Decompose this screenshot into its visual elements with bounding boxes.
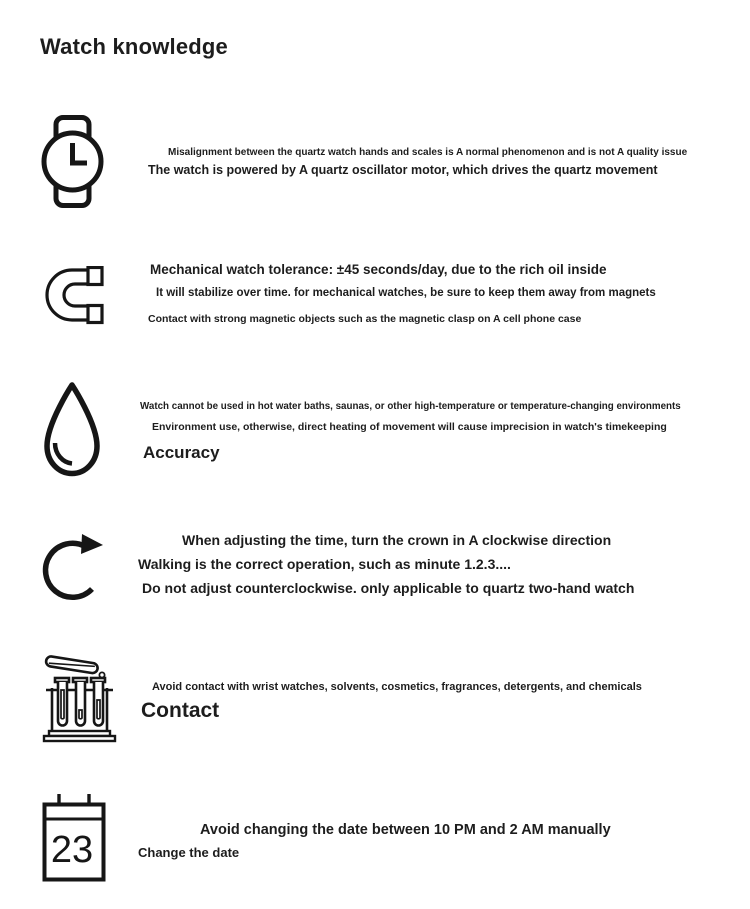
magnet-note-mid: It will stabilize over time. for mechanical watches, be sure to keep them away from magnets: [156, 287, 656, 299]
crown-note-2: Walking is the correct operation, such as minute 1.2.3....: [138, 556, 511, 572]
crown-note-1: When adjusting the time, turn the crown in A clockwise direction: [182, 532, 612, 548]
temperature-note-small: Watch cannot be used in hot water baths, saunas, or other high-temperature or temperature-changing environments: [140, 401, 681, 412]
magnet-note-small: Contact with strong magnetic objects such as the magnetic clasp on A cell phone case: [148, 313, 582, 325]
magnet-icon: [42, 266, 106, 326]
calendar-day-number: 23: [50, 829, 94, 871]
contact-heading: Contact: [141, 699, 220, 722]
magnet-note-main: Mechanical watch tolerance: ±45 seconds/day, due to the rich oil inside: [150, 262, 607, 277]
page-title: Watch knowledge: [40, 34, 228, 59]
chemicals-note-small: Avoid contact with wrist watches, solvents, cosmetics, fragrances, detergents, and chemicals: [152, 681, 642, 693]
crown-note-3: Do not adjust counterclockwise. only applicable to quartz two-hand watch: [142, 580, 635, 596]
quartz-note-main: The watch is powered by A quartz oscillator motor, which drives the quartz movement: [148, 163, 658, 177]
temperature-note-mid: Environment use, otherwise, direct heating of movement will cause imprecision in watch's timekeeping: [152, 421, 667, 433]
test-tubes-icon: [40, 648, 120, 744]
water-drop-icon: [40, 380, 104, 479]
date-note-small: Change the date: [138, 845, 240, 860]
wristwatch-icon: [40, 114, 105, 210]
quartz-note-small: Misalignment between the quartz watch hands and scales is A normal phenomenon and is not A quality issue: [168, 147, 688, 158]
clockwise-arrow-icon: [40, 526, 108, 604]
accuracy-heading: Accuracy: [143, 443, 220, 462]
calendar-icon: [42, 792, 106, 884]
date-note-main: Avoid changing the date between 10 PM and 2 AM manually: [200, 822, 611, 838]
